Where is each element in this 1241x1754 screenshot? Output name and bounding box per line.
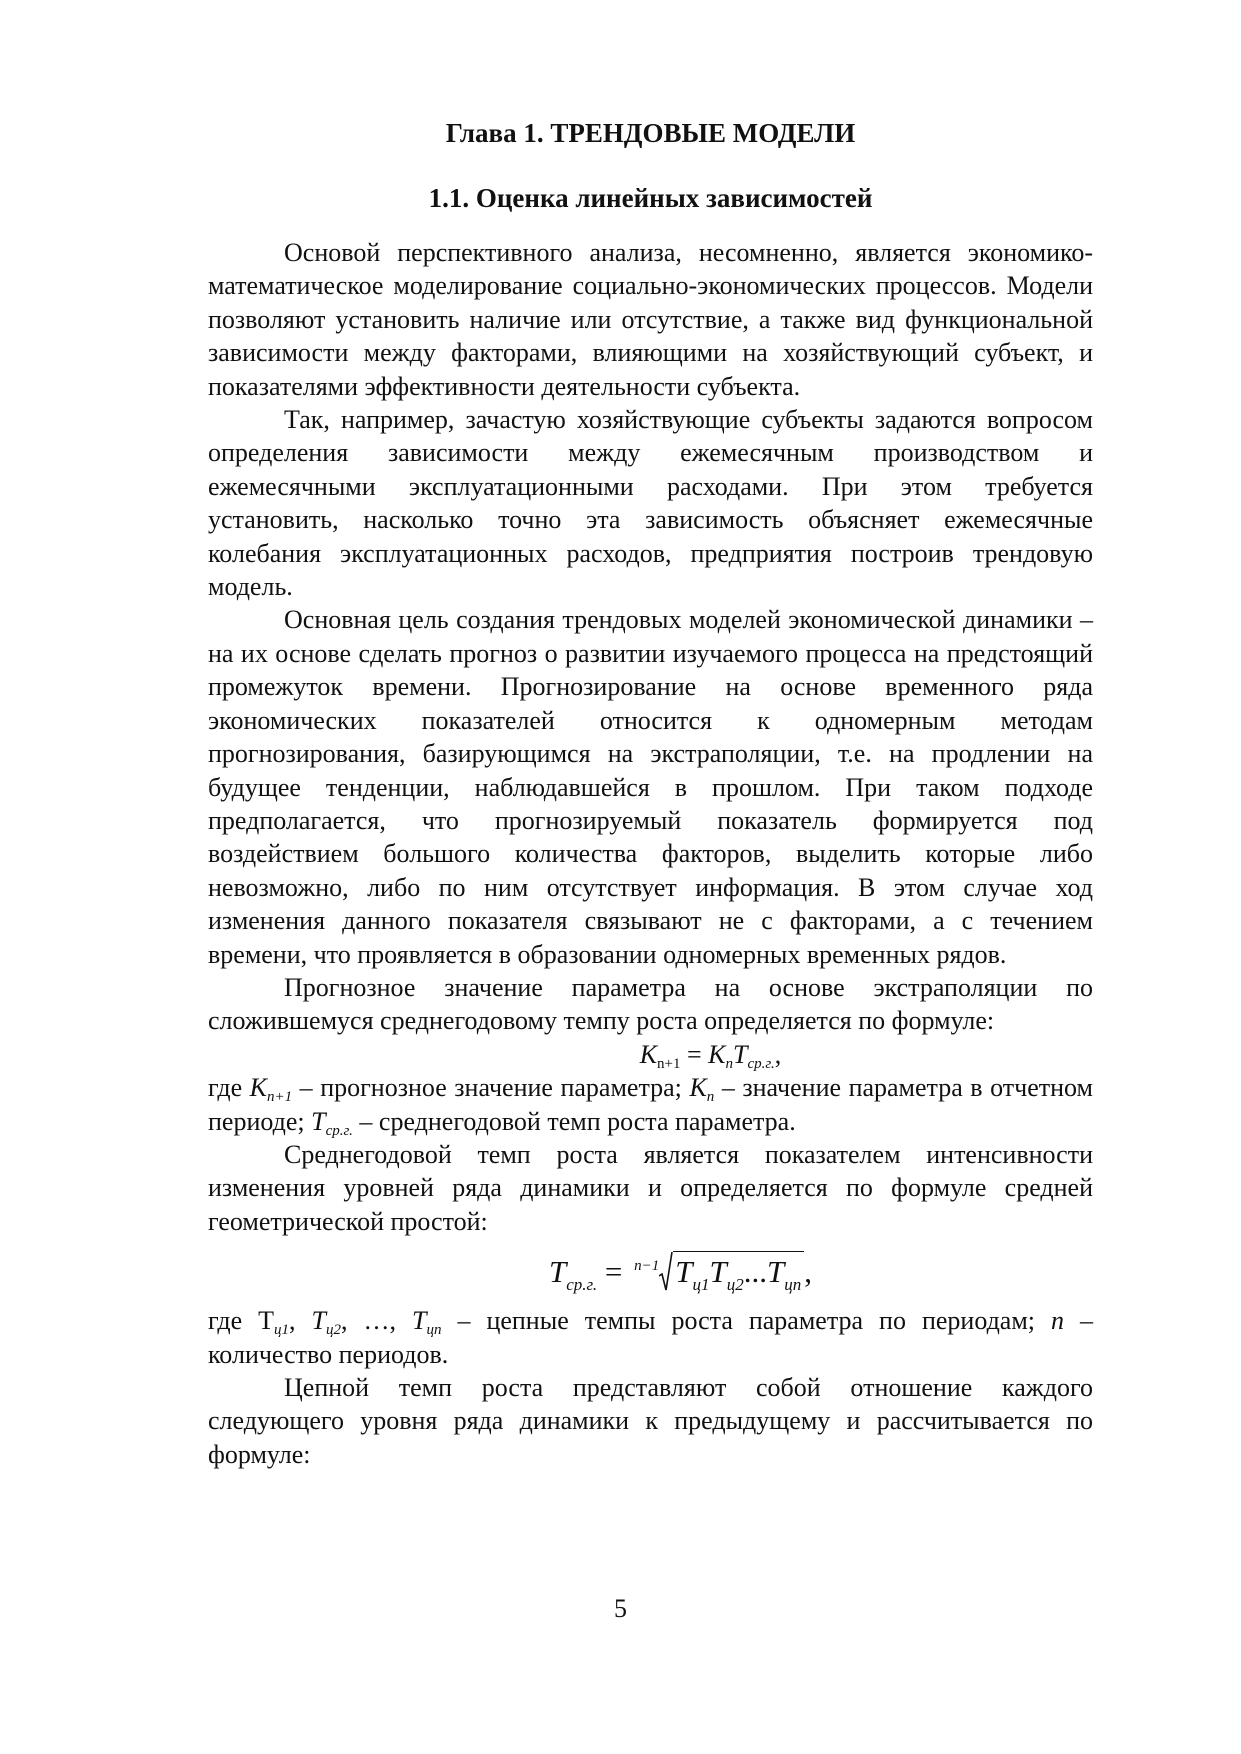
symbol: Т (311, 1306, 326, 1336)
formula-punct: , (804, 1254, 813, 1290)
chapter-title: Глава 1. ТРЕНДОВЫЕ МОДЕЛИ (445, 118, 856, 148)
subscript: цn (426, 1322, 442, 1339)
formula-subscript: ср.г. (566, 1275, 598, 1295)
page-number: 5 (614, 1594, 627, 1623)
formula-symbol: K (708, 1039, 726, 1069)
text: – прогнозное значение параметра; (292, 1073, 690, 1103)
text: , (289, 1306, 312, 1336)
formula-symbol: T (675, 1254, 693, 1290)
text: – значение параметра в отчетном периоде; (208, 1073, 1093, 1136)
text: – количество периодов. (208, 1306, 1094, 1369)
subscript: ср.г. (325, 1122, 353, 1139)
symbol: T (311, 1106, 326, 1136)
subscript: ц2 (325, 1322, 341, 1339)
formula-dots: ... (743, 1254, 768, 1290)
symbol: n (1051, 1306, 1065, 1336)
formula-operator: = (680, 1039, 709, 1069)
subscript: ц1 (274, 1322, 290, 1339)
root-index: n−1 (634, 1258, 660, 1275)
subscript: n+1 (267, 1089, 293, 1106)
paragraph-4: Прогнозное значение параметра на основе экстраполяции по сложившемуся среднегодовому темпу роста определяется по формуле: (208, 972, 1093, 1036)
paragraph-1: Основой перспективного анализа, несомненно, является экономико-математическое моделирование социально-экономических процессов. Модели позволяют установить наличие или отсутствие, а также вид функциональной зависимости между факторами, влияющими на хозяйствующий субъект, и показателями эффективности деятельности субъекта. (208, 238, 1093, 401)
paragraph-8: Цепной темп роста представляют собой отношение каждого следующего уровня ряда динамики к предыдущему и рассчитывается по формуле: (208, 1373, 1093, 1469)
formula-subscript: n+1 (657, 1055, 681, 1072)
formula-symbol: T (709, 1254, 727, 1290)
formula-symbol: T (733, 1039, 748, 1069)
symbol: K (249, 1073, 268, 1103)
paragraph-7-where (208, 1304, 1093, 1371)
text: где Т (208, 1306, 275, 1336)
text: , …, (340, 1306, 412, 1336)
paragraph-2: Так, например, зачастую хозяйствующие субъекты задаются вопросом определения зависимости между ежемесячным производством и ежемесячными эксплуатационными расходами. При этом требуется установить, насколько точно эта зависимость объясняет ежемесячные колебания эксплуатационных расходов, предприятия построив трендовую модель. (208, 405, 1093, 602)
paragraph-6: Среднегодовой темп роста является показателем интенсивности изменения уровней ряда динамики и определяется по формуле средней геометрической простой: (208, 1139, 1093, 1236)
text: где (208, 1073, 250, 1103)
paragraph-3: Основная цель создания трендовых моделей экономической динамики – на их основе сделать прогноз о развитии изучаемого процесса на предстоящий промежуток времени. Прогнозирование на основе временного ряда экономических показателей относится к одномерным методам прогнозирования, базирующимся на экстраполяции, т.е. на продлении на будущее тенденции, наблюдавшейся в прошлом. При таком подходе предполагается, что прогнозируемый показатель формируется под воздействием большого количества факторов, выделить которые либо невозможно, либо по ним отсутствует информация. В этом случае ход изменения данного показателя связывают не с факторами, а с течением времени, что проявляется в образовании одномерных временных рядов. (208, 605, 1093, 969)
radical-sign (659, 1252, 673, 1292)
formula-forecast (208, 1038, 1093, 1071)
formula-geometric-mean (208, 1240, 1093, 1304)
formula-symbol: T (767, 1254, 785, 1290)
symbol: K (689, 1073, 707, 1103)
formula-subscript: ср.г. (747, 1055, 775, 1072)
formula-symbol: T (548, 1254, 567, 1290)
formula-subscript: ц1 (692, 1275, 710, 1295)
text: – цепные темпы роста параметра по периодам; (441, 1306, 1052, 1336)
radicand (673, 1251, 804, 1295)
section-title: 1.1. Оценка линейных зависимостей (428, 183, 873, 213)
formula-punct: , (774, 1039, 782, 1069)
formula-subscript: цn (784, 1275, 802, 1295)
text: – среднегодовой темп роста параметра. (352, 1106, 796, 1136)
formula-operator: = (597, 1254, 631, 1290)
symbol: Т (411, 1306, 427, 1336)
formula-symbol: K (639, 1039, 658, 1069)
formula-subscript: n (725, 1055, 734, 1072)
formula-subscript: ц2 (726, 1275, 744, 1295)
subscript: n (706, 1089, 715, 1106)
page-body (208, 110, 1093, 1471)
paragraph-5-where (208, 1071, 1093, 1138)
